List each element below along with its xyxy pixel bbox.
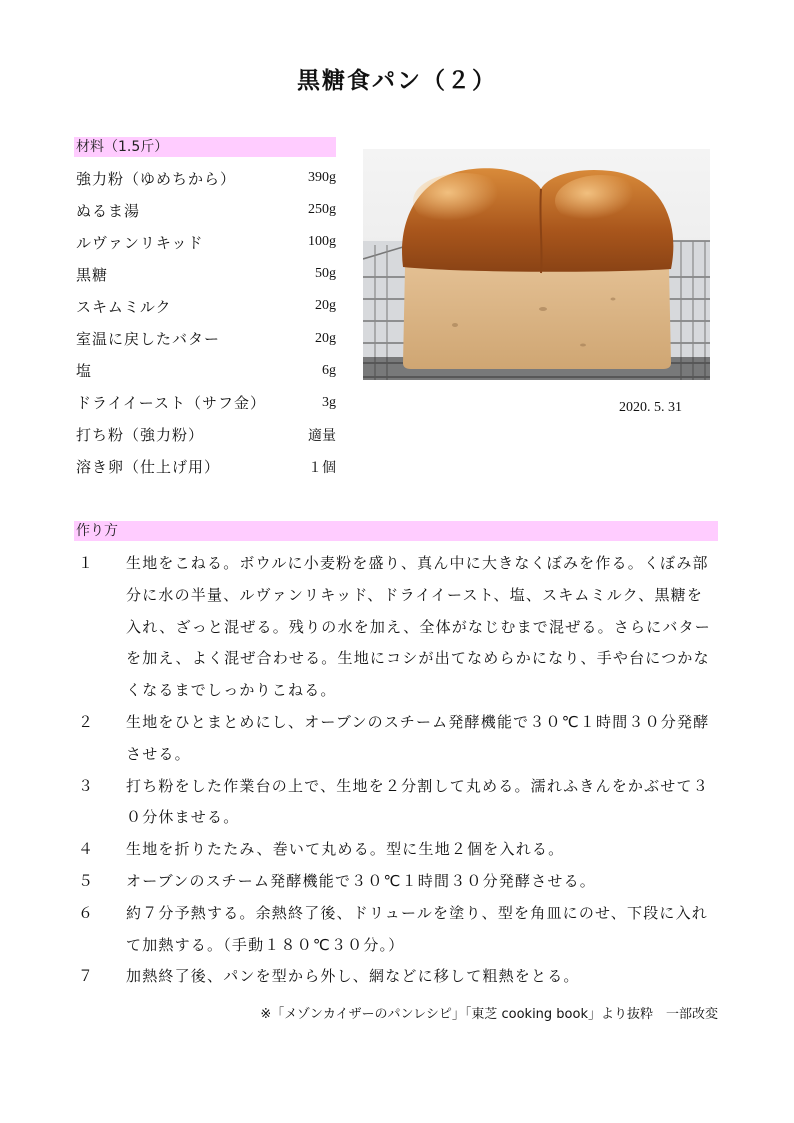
step-text: 生地を折りたたみ、巻いて丸める。型に生地２個を入れる。	[126, 840, 565, 859]
ingredient-list	[76, 162, 336, 483]
ingredient-row	[76, 322, 336, 354]
ingredient-row	[76, 226, 336, 258]
ingredient-qty: 390g	[308, 170, 336, 186]
ingredient-qty: 20g	[315, 298, 336, 314]
ingredient-row	[76, 419, 336, 451]
ingredient-name: 塩	[76, 362, 93, 381]
step-item	[76, 707, 718, 771]
ingredient-row	[76, 387, 336, 419]
step-number: １	[78, 554, 95, 572]
step-number: ５	[78, 871, 95, 890]
ingredient-name: ぬるま湯	[76, 201, 141, 220]
page-title: 黒糖食パン（２）	[297, 68, 497, 94]
ingredient-name: ドライイースト（サフ金）	[76, 394, 267, 413]
ingredient-row	[76, 162, 336, 194]
photo-date: 2020. 5. 31	[619, 400, 682, 415]
step-item	[76, 771, 718, 835]
step-number: ６	[78, 903, 95, 922]
ingredient-row	[76, 194, 336, 226]
step-item	[76, 866, 718, 898]
ingredient-name: スキムミルク	[76, 297, 172, 316]
ingredient-qty: 20g	[315, 330, 336, 346]
ingredient-qty: 50g	[315, 266, 336, 282]
step-text: 約７分予熱する。余熱終了後、ドリュールを塗り、型を角皿にのせ、下段に入れて加熱する。（手動１８０℃３０分。）	[126, 903, 709, 954]
bread-photo	[363, 149, 710, 380]
step-item	[76, 898, 718, 962]
ingredient-name: 強力粉（ゆめちから）	[76, 169, 237, 188]
ingredient-qty: 適量	[308, 428, 336, 444]
ingredient-row	[76, 290, 336, 322]
step-text: オーブンのスチーム発酵機能で３０℃１時間３０分発酵させる。	[126, 871, 596, 890]
ingredients-heading: 材料（1.5斤）	[74, 137, 336, 157]
step-item	[76, 834, 718, 866]
ingredient-name: 打ち粉（強力粉）	[76, 426, 205, 445]
ingredient-qty: １個	[308, 460, 336, 476]
ingredient-qty: 100g	[308, 234, 336, 250]
ingredient-name: 黒糖	[76, 265, 109, 284]
step-text: 生地をこねる。ボウルに小麦粉を盛り、真ん中に大きなくぼみを作る。くぼみ部分に水の半量、ルヴァンリキッド、ドライイースト、塩、スキムミルク、黒糖を入れ、ざっと混ぜる。残りの水を加え、全体がなじむまで混ぜる。さらにバターを加え、よく混ぜ合わせる。生地にコシが出てなめらかになり、手や台につかなくなるまでしっかりこねる。	[126, 554, 712, 700]
step-number: ２	[78, 712, 95, 731]
ingredient-row	[76, 258, 336, 290]
step-item	[76, 961, 718, 993]
step-text: 加熱終了後、パンを型から外し、網などに移して粗熱をとる。	[126, 967, 580, 986]
ingredient-name: ルヴァンリキッド	[76, 233, 204, 252]
ingredient-qty: 6g	[322, 362, 336, 378]
step-text: 生地をひとまとめにし、オーブンのスチーム発酵機能で３０℃１時間３０分発酵させる。	[126, 712, 710, 763]
step-item	[76, 548, 718, 707]
ingredient-name: 溶き卵（仕上げ用）	[76, 458, 221, 477]
ingredient-name: 室温に戻したバター	[76, 330, 221, 349]
step-text: 打ち粉をした作業台の上で、生地を２分割して丸める。濡れふきんをかぶせて３０分休ませる。	[126, 776, 709, 827]
ingredient-row	[76, 451, 336, 483]
ingredient-row	[76, 355, 336, 387]
ingredient-qty: 250g	[308, 202, 336, 218]
source-note: ※「メゾンカイザーのパンレシピ」「東芝 cooking book」より抜粋 一部改変	[260, 1007, 718, 1022]
step-number: ３	[78, 776, 95, 795]
ingredient-qty: 3g	[322, 394, 336, 410]
step-number: ４	[78, 840, 95, 859]
step-number: ７	[78, 967, 95, 986]
method-heading: 作り方	[74, 521, 718, 541]
step-list	[76, 548, 718, 993]
